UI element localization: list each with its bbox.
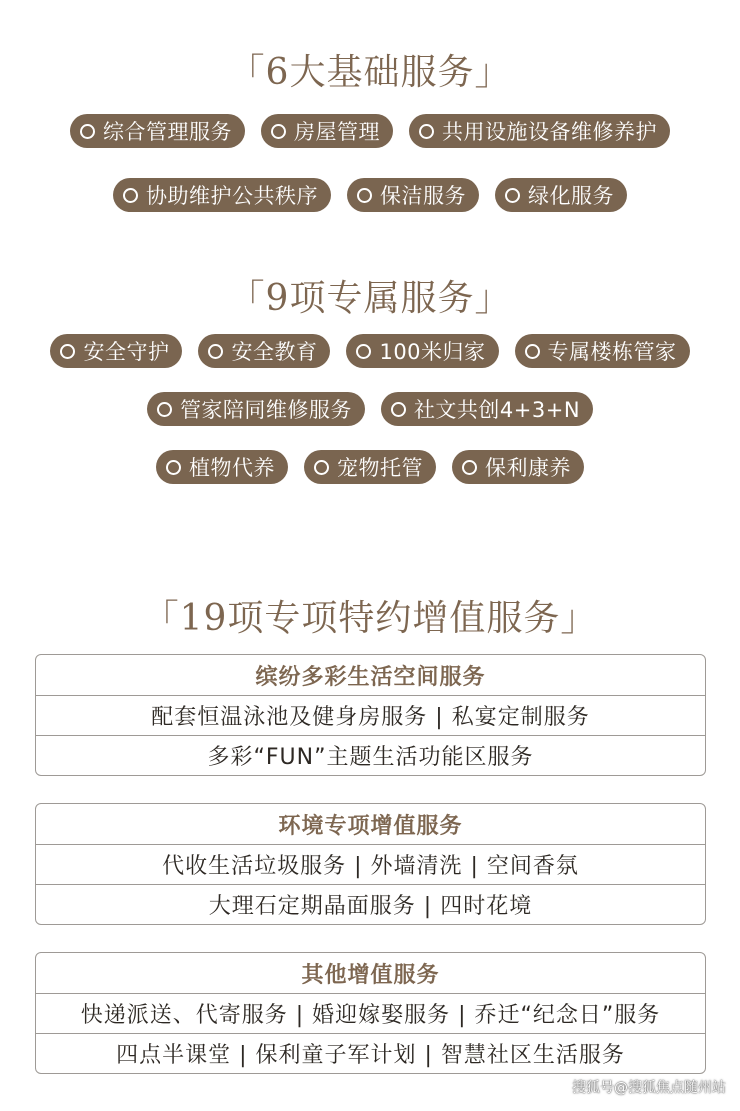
service-pill — [515, 334, 690, 368]
circle-icon — [271, 124, 286, 139]
box-line: 大理石定期晶面服务 | 四时花境 — [36, 884, 705, 924]
circle-icon — [505, 188, 520, 203]
service-box-environment — [35, 803, 706, 925]
service-pill — [495, 178, 627, 212]
service-pill — [381, 392, 593, 426]
section-value-added-heading: 「19项专项特约增值服务」 — [142, 598, 598, 639]
service-pill — [50, 334, 182, 368]
service-pill — [156, 450, 288, 484]
circle-icon — [357, 188, 372, 203]
box-title: 缤纷多彩生活空间服务 — [255, 664, 486, 690]
circle-icon — [356, 344, 371, 359]
service-pill — [304, 450, 436, 484]
pill-label: 专属楼栋管家 — [547, 340, 677, 364]
pill-label: 宠物托管 — [337, 456, 423, 480]
service-pill — [70, 114, 245, 148]
box-title: 环境专项增值服务 — [278, 813, 463, 839]
circle-icon — [462, 460, 477, 475]
service-pill — [346, 334, 498, 368]
watermark: 搜狐号@搜狐焦点随州站 — [572, 1080, 726, 1096]
service-box-other — [35, 952, 706, 1074]
pill-label: 房屋管理 — [294, 120, 380, 144]
pill-label: 保洁服务 — [380, 184, 466, 208]
circle-icon — [391, 402, 406, 417]
pill-label: 绿化服务 — [528, 184, 614, 208]
service-pill — [409, 114, 670, 148]
basic-services-row-1 — [0, 114, 740, 148]
circle-icon — [80, 124, 95, 139]
circle-icon — [208, 344, 223, 359]
pill-label: 协助维护公共秩序 — [146, 184, 318, 208]
pill-label: 管家陪同维修服务 — [179, 398, 352, 422]
box-title: 其他增值服务 — [301, 962, 440, 988]
circle-icon — [157, 402, 172, 417]
service-pill — [113, 178, 331, 212]
exclusive-services-row-3 — [0, 450, 740, 484]
circle-icon — [166, 460, 181, 475]
section-basic-heading: 「6大基础服务」 — [228, 52, 512, 93]
box-line: 代收生活垃圾服务 | 外墙清洗 | 空间香氛 — [36, 844, 705, 884]
service-pill — [347, 178, 479, 212]
pill-label: 社文共创4+3+N — [413, 398, 581, 422]
pill-label: 安全守护 — [83, 340, 170, 364]
service-box-lifestyle — [35, 654, 706, 776]
pill-label: 综合管理服务 — [103, 120, 232, 144]
exclusive-services-row-1 — [0, 334, 740, 368]
exclusive-services-row-2 — [0, 392, 740, 426]
pill-label: 植物代养 — [189, 456, 275, 480]
box-line: 多彩“FUN”主题生活功能区服务 — [36, 735, 705, 775]
pill-label: 保利康养 — [485, 456, 571, 480]
circle-icon — [314, 460, 329, 475]
pill-label: 共用设施设备维修养护 — [442, 120, 657, 144]
pill-label: 安全教育 — [231, 340, 318, 364]
basic-services-row-2 — [0, 178, 740, 212]
section-exclusive-heading: 「9项专属服务」 — [228, 278, 512, 319]
box-line: 四点半课堂 | 保利童子军计划 | 智慧社区生活服务 — [36, 1033, 705, 1073]
pill-label: 100米归家 — [379, 340, 486, 364]
service-pill — [261, 114, 393, 148]
circle-icon — [525, 344, 540, 359]
circle-icon — [60, 344, 75, 359]
circle-icon — [419, 124, 434, 139]
service-pill — [198, 334, 330, 368]
box-line: 配套恒温泳池及健身房服务 | 私宴定制服务 — [36, 695, 705, 735]
circle-icon — [123, 188, 138, 203]
box-line: 快递派送、代寄服务 | 婚迎嫁娶服务 | 乔迁“纪念日”服务 — [36, 993, 705, 1033]
service-pill — [452, 450, 584, 484]
service-pill — [147, 392, 365, 426]
